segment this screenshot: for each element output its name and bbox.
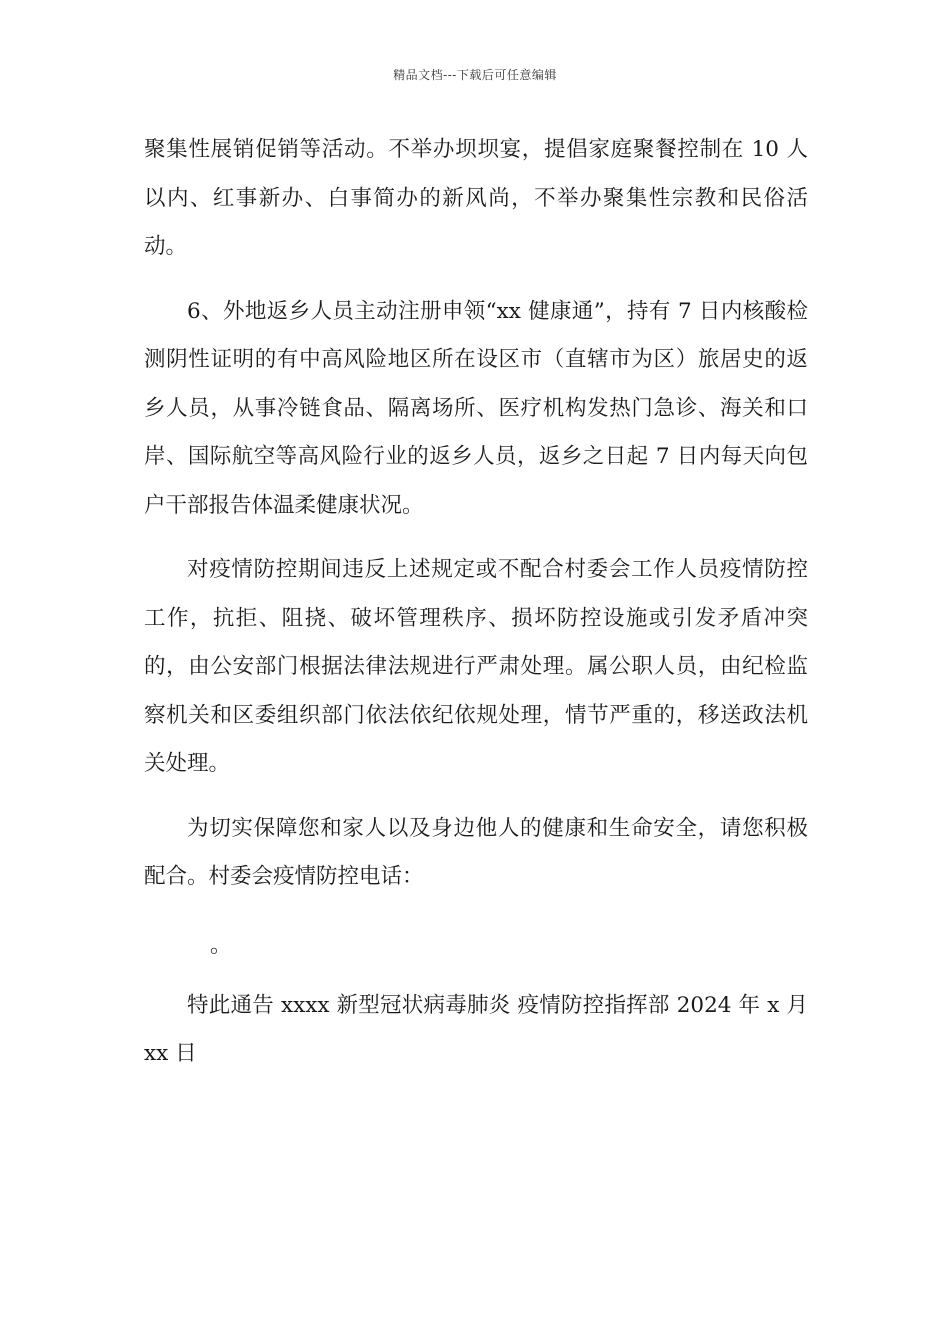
paragraph-item-6: 6、外地返乡人员主动注册申领“xx 健康通”，持有 7 日内核酸检测阴性证明的有中高风险地区所在设区市（直辖市为区）旅居史的返乡人员，从事冷链食品、隔离场所、医疗机构发热门急诊、海关和口岸、国际航空等高风险行业的返乡人员，返乡之日起 7 日内每天向包户干部报告体温柔健康状况。 [144, 298, 808, 518]
paragraph-continued: 聚集性展销促销等活动。不举办坝坝宴，提倡家庭聚餐控制在 10 人以内、红事新办、白事简办的新风尚，不举办聚集性宗教和民俗活动。 [144, 137, 808, 259]
page-header: 精品文档---下载后可任意编辑 [393, 68, 557, 82]
paragraph-period: 。 [210, 932, 232, 958]
document-body [144, 126, 808, 1095]
paragraph-penalty: 对疫情防控期间违反上述规定或不配合村委会工作人员疫情防控工作，抗拒、阻挠、破坏管理秩序、损坏防控设施或引发矛盾冲突的，由公安部门根据法律法规进行严肃处理。属公职人员，由纪检监察机关和区委组织部门依法依纪依规处理，情节严重的，移送政法机关处理。 [144, 557, 808, 776]
paragraph-closing-signature: 特此通告 xxxx 新型冠状病毒肺炎 疫情防控指挥部 2024 年 x 月 xx 日 [144, 992, 808, 1066]
paragraph-cooperation: 为切实保障您和家人以及身边他人的健康和生命安全，请您积极配合。村委会疫情防控电话： [144, 815, 808, 889]
